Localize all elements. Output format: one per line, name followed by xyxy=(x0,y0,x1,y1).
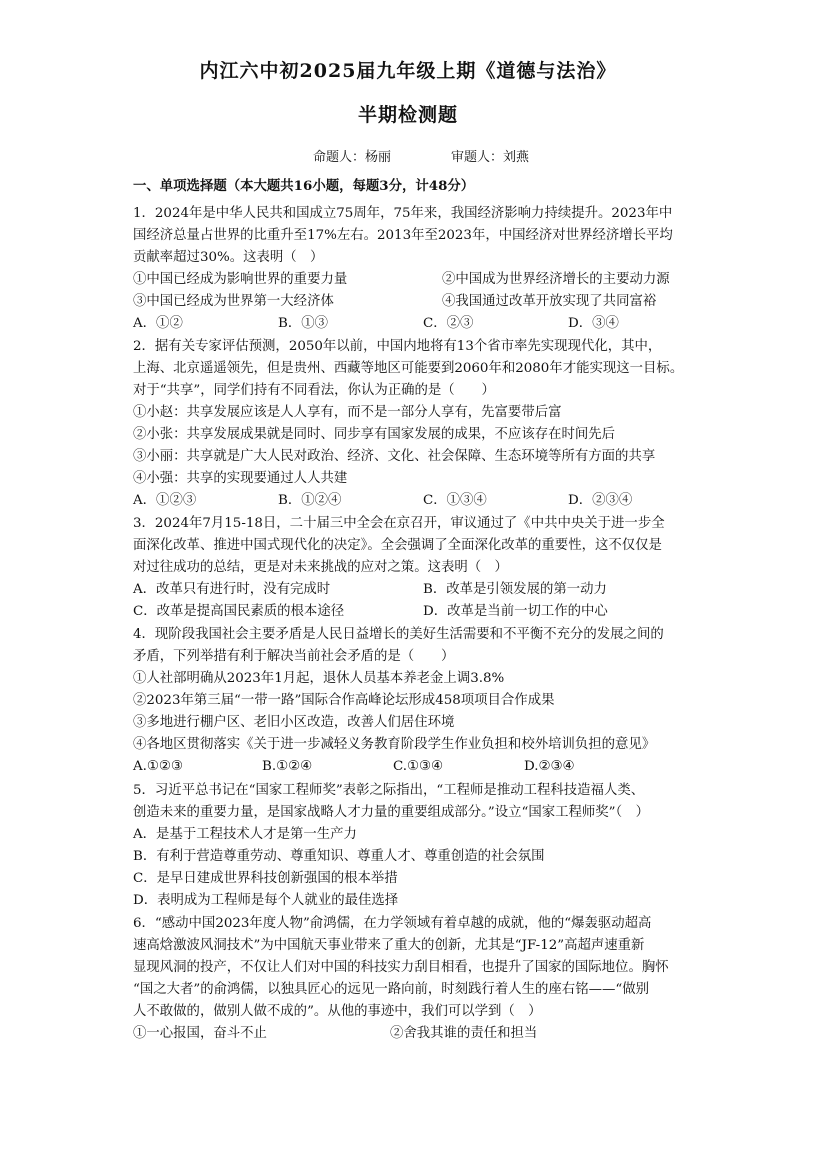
q5-option-a: A．是基于工程技术人才是第一生产力 xyxy=(133,827,357,842)
q2-line: ①小赵：共享发展应该是人人享有，而不是一部分人享有，先富要带后富 xyxy=(133,405,562,420)
q5-line: 5．习近平总书记在“国家工程师奖”表彰之际指出，“工程师是推动工程科技造福人类、 xyxy=(133,783,645,798)
q4-line: ②2023年第三届“一带一路”国际合作高峰论坛形成458项项目合作成果 xyxy=(133,693,555,708)
q2-line: 2．据有关专家评估预测，2050年以前，中国内地将有13个省市率先实现现代化，其中， xyxy=(133,339,662,354)
q2-option-b: B．①②④ xyxy=(278,493,342,508)
q6-line: 6．“感动中国2023年度人物”俞鸿儒，在力学领域有着卓越的成就，他的“爆轰驱动超高 xyxy=(133,916,652,931)
q4-option-c: C.①③④ xyxy=(393,759,444,774)
q1-line: 贡献率超过30%。这表明（ ） xyxy=(133,250,324,265)
q4-line: 矛盾，下列举措有利于解决当前社会矛盾的是（ ） xyxy=(133,649,455,664)
q6-line: 显现风洞的投产，不仅让人们对中国的科技实力刮目相看，也提升了国家的国际地位。胸怀 xyxy=(133,960,669,975)
q1-option-a: A．①② xyxy=(133,316,183,331)
q2-line: ③小丽：共享就是广大人民对政治、经济、文化、社会保障、生态环境等所有方面的共享 xyxy=(133,449,656,464)
q6-line: 人不敢做的，做别人做不成的”。从他的事迹中，我们可以学到（ ） xyxy=(133,1004,542,1019)
q4-line: 4．现阶段我国社会主要矛盾是人民日益增长的美好生活需要和不平衡不充分的发展之间的 xyxy=(133,627,664,642)
q2-option-a: A．①②③ xyxy=(133,493,197,508)
q3-line: 对过往成功的总结，更是对未来挑战的应对之策。这表明（ ） xyxy=(133,560,508,575)
q4-option-b: B.①②④ xyxy=(262,759,313,774)
q5-option-c: C．是早日建成世界科技创新强国的根本举措 xyxy=(133,871,398,886)
q1-line: 国经济总量占世界的比重升至17%左右。2013年至2023年，中国经济对世界经济增长平均 xyxy=(133,228,673,243)
q1-option-b: B．①③ xyxy=(278,316,329,331)
exam-subtitle: 半期检测题 xyxy=(357,104,458,126)
q1-statement-4: ④我国通过改革开放实现了共同富裕 xyxy=(442,294,657,309)
q1-line: 1．2024年是中华人民共和国成立75周年，75年来，我国经济影响力持续提升。2023年中 xyxy=(133,206,673,221)
q3-option-d: D．改革是当前一切工作的中心 xyxy=(423,604,608,619)
q4-line: ③多地进行棚户区、老旧小区改造，改善人们居住环境 xyxy=(133,715,455,730)
section-heading: 一、单项选择题（本大题共16小题，每题3分，计48分） xyxy=(133,178,475,194)
q3-line: 面深化改革、推进中国式现代化的决定》。全会强调了全面深化改革的重要性，这不仅仅是 xyxy=(133,538,662,553)
q6-line: 速高焓激波风洞技术”为中国航天事业带来了重大的创新，尤其是“JF-12”高超声速重新 xyxy=(133,938,645,953)
q2-option-d: D．②③④ xyxy=(568,493,633,508)
author-label: 命题人：杨丽 xyxy=(313,150,392,165)
q2-option-c: C．①③④ xyxy=(423,493,487,508)
q6-statement-1: ①一心报国，奋斗不止 xyxy=(133,1026,267,1041)
reviewer-label: 审题人：刘燕 xyxy=(451,150,530,165)
q3-option-a: A．改革只有进行时，没有完成时 xyxy=(133,582,331,597)
q5-line: 创造未来的重要力量，是国家战略人才力量的重要组成部分。”设立“国家工程师奖”（ ） xyxy=(133,805,649,820)
exam-title: 内江六中初2025届九年级上期《道德与法治》 xyxy=(199,60,617,82)
q6-statement-2: ②舍我其谁的责任和担当 xyxy=(390,1026,538,1041)
q1-statement-3: ③中国已经成为世界第一大经济体 xyxy=(133,294,334,309)
q2-line: ④小强：共享的实现要通过人人共建 xyxy=(133,471,348,486)
q2-line: 对于“共享”，同学们持有不同看法，你认为正确的是（ ） xyxy=(133,383,495,398)
q1-statement-1: ①中国已经成为影响世界的重要力量 xyxy=(133,272,348,287)
q1-option-d: D．③④ xyxy=(568,316,619,331)
q4-option-a: A.①②③ xyxy=(133,759,183,774)
q1-statement-2: ②中国成为世界经济增长的主要动力源 xyxy=(442,272,670,287)
q6-line: “国之大者”的俞鸿儒，以独具匠心的远见一路向前，时刻践行着人生的座右铭——“做别 xyxy=(133,982,649,997)
q3-option-c: C．改革是提高国民素质的根本途径 xyxy=(133,604,345,619)
q3-line: 3．2024年7月15-18日，二十届三中全会在京召开，审议通过了《中共中央关于进一步全 xyxy=(133,516,665,531)
q4-line: ①人社部明确从2023年1月起，退休人员基本养老金上调3.8% xyxy=(133,671,505,686)
q4-line: ④各地区贯彻落实《关于进一步减轻义务教育阶段学生作业负担和校外培训负担的意见》 xyxy=(133,737,656,752)
q5-option-d: D．表明成为工程师是每个人就业的最佳选择 xyxy=(133,893,399,908)
q4-option-d: D.②③④ xyxy=(524,759,575,774)
q5-option-b: B．有利于营造尊重劳动、尊重知识、尊重人才、尊重创造的社会氛围 xyxy=(133,849,545,864)
q1-option-c: C．②③ xyxy=(423,316,474,331)
q2-line: ②小张：共享发展成果就是同时、同步享有国家发展的成果，不应该存在时间先后 xyxy=(133,427,616,442)
q2-line: 上海、北京遥遥领先，但是贵州、西藏等地区可能要到2060年和2080年才能实现这一目标。 xyxy=(133,361,684,376)
q3-option-b: B．改革是引领发展的第一动力 xyxy=(423,582,607,597)
